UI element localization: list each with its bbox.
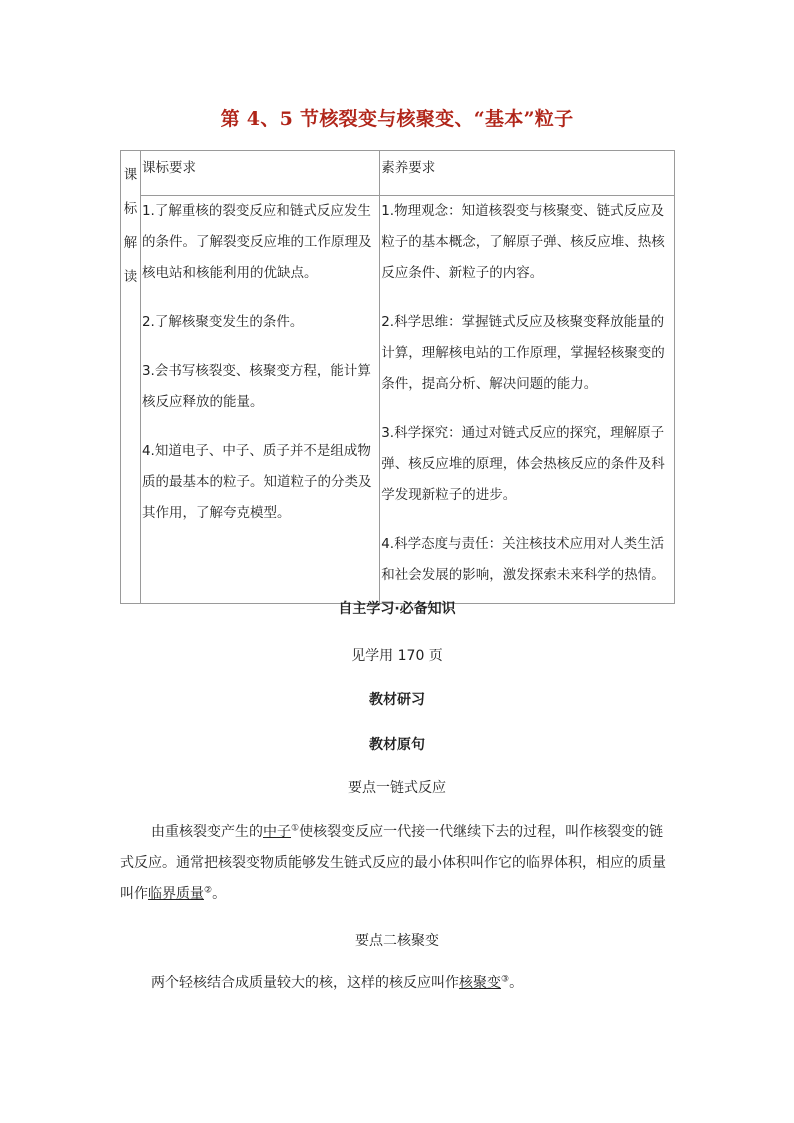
competency-item: 4.科学态度与责任：关注核技术应用对人类生活和社会发展的影响，激发探索未来科学的热情。: [381, 536, 665, 583]
point2-text-pre: 两个轻核结合成质量较大的核，这样的核反应叫作: [151, 975, 459, 991]
point1-text-pre: 由重核裂变产生的: [151, 824, 263, 840]
term-critical-mass: 临界质量: [148, 886, 204, 902]
term-nuclear-fusion: 核聚变: [459, 975, 501, 991]
footnote-marker: ①: [291, 823, 300, 834]
point1-text-end: 。: [212, 886, 227, 902]
footnote-marker: ②: [204, 885, 213, 896]
header-curriculum-requirements: 课标要求: [140, 151, 379, 196]
point1-heading: 要点一链式反应: [348, 780, 446, 796]
page-reference: 见学用 170 页: [351, 648, 443, 664]
curriculum-requirements-cell: [140, 196, 379, 604]
curriculum-item: 2.了解核聚变发生的条件。: [141, 314, 304, 330]
side-label-char: 读: [123, 269, 138, 285]
header-competency-requirements: 素养要求: [380, 151, 675, 196]
competency-item: 1.物理观念：知道核裂变与核聚变、链式反应及粒子的基本概念，了解原子弹、核反应堆、热核反应条件、新粒子的内容。: [381, 203, 665, 281]
footnote-marker: ③: [501, 974, 510, 985]
point1-text-mid: 使核裂变反应一代接一代继续下去的过程，叫作核裂变的链式反应。通常把核裂变物质能够发生链式反应的最小体积叫作它的临界体积，相应的质量叫作: [120, 824, 666, 902]
table-header-row: [121, 151, 675, 196]
curriculum-item: 4.知道电子、中子、质子并不是组成物质的最基本的粒子。知道粒子的分类及其作用，了解夸克模型。: [141, 443, 372, 521]
side-label-char: 课: [123, 167, 138, 183]
point2-text-end: 。: [509, 975, 524, 991]
section-heading: 自主学习·必备知识: [338, 601, 456, 617]
term-neutron: 中子: [263, 824, 291, 840]
competency-item: 3.科学探究：通过对链式反应的探究，理解原子弹、核反应堆的原理，体会热核反应的条件及科学发现新粒子的进步。: [381, 425, 665, 503]
page-title: 第 4、5 节核裂变与核聚变、“基本”粒子: [220, 108, 574, 130]
textbook-study-heading: 教材研习: [369, 692, 425, 708]
table-body-row: [121, 196, 675, 604]
point2-paragraph: [120, 968, 675, 999]
curriculum-item: 1.了解重核的裂变反应和链式反应发生的条件。了解裂变反应堆的工作原理及核电站和核能利用的优缺点。: [141, 203, 372, 281]
side-label-char: 标: [123, 201, 138, 217]
side-label-char: 解: [123, 235, 138, 251]
competency-item: 2.科学思维：掌握链式反应及核聚变释放能量的计算，理解核电站的工作原理，掌握轻核聚变的条件，提高分析、解决问题的能力。: [381, 314, 665, 392]
textbook-original-heading: 教材原句: [369, 737, 425, 753]
point1-paragraph: [120, 817, 675, 910]
curriculum-item: 3.会书写核裂变、核聚变方程，能计算核反应释放的能量。: [141, 363, 371, 410]
point2-heading: 要点二核聚变: [355, 933, 439, 949]
competency-requirements-cell: [380, 196, 675, 604]
side-label-cell: [121, 151, 141, 604]
requirements-table: [120, 150, 675, 604]
